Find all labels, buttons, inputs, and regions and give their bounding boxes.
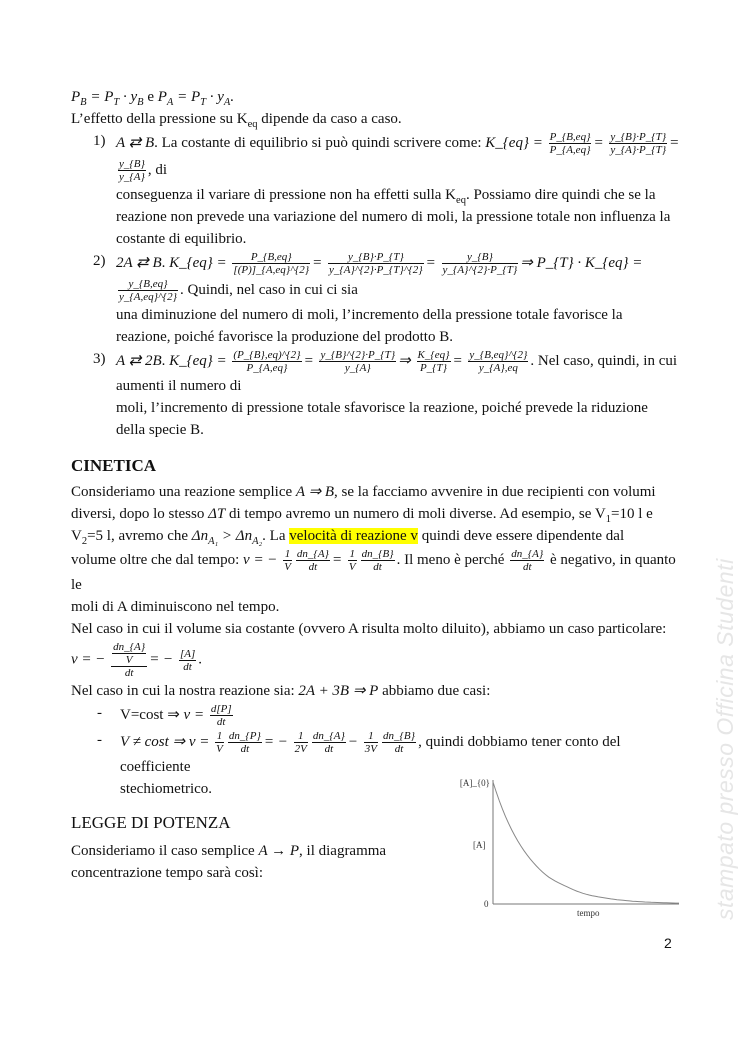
text: . La costante di equilibrio si può quindi scrivere come:	[154, 134, 486, 151]
numerator: [A]	[179, 647, 196, 660]
y-axis-label: [A]	[473, 840, 486, 850]
numerator: dn_{P}	[228, 730, 261, 742]
denominator: dt	[183, 660, 192, 673]
math: = −	[149, 651, 174, 668]
math: V ≠ cost ⇒ v =	[120, 733, 210, 750]
bullet-dash: -	[97, 705, 102, 721]
numerator: y_{B,eq}	[118, 278, 178, 291]
bullet-item	[71, 729, 683, 800]
numerator: y_{B,eq}^{2}	[469, 349, 528, 361]
paragraph-line: Nel caso in cui il volume sia costante (ovvero A risulta molto diluito), abbiamo un caso particolare:	[71, 621, 667, 637]
legge-text	[71, 800, 386, 884]
numerator: 1	[284, 548, 291, 560]
denominator: P_{T}	[419, 362, 448, 374]
list-item-2	[71, 250, 683, 348]
text: $V_2=5$ l, avremo che	[71, 528, 192, 547]
denominator: y_{A}·P_{T}	[610, 144, 667, 156]
section-heading-cinetica: CINETICA	[71, 456, 157, 475]
paragraph-line: conseguenza il variare di pressione non ha effetti sulla $K_{eq}$. Possiamo dire quindi che se la	[116, 187, 656, 206]
denominator: y_{A}^{2}·P_{T}	[442, 264, 518, 276]
numerator: dn_{A}	[296, 548, 329, 560]
series-line-A	[493, 782, 679, 903]
math: 2A ⇄ B	[116, 254, 162, 271]
list-item-first-line	[116, 130, 683, 184]
denominator: V	[125, 654, 133, 666]
list-number: 1)	[93, 133, 106, 149]
highlighted-text: velocità di reazione v	[289, 528, 418, 544]
text: Consideriamo una reazione semplice	[71, 484, 296, 500]
fraction	[364, 730, 378, 755]
bullet-dash: -	[97, 732, 102, 748]
paragraph-line: stechiometrico.	[120, 781, 213, 797]
math: v = −	[243, 551, 278, 568]
text: volume oltre che dal tempo:	[71, 551, 244, 568]
math: 2A + 3B ⇒ P	[298, 683, 379, 699]
numerator: dn_{A}	[312, 730, 345, 742]
numerator: dn_{B}	[383, 730, 416, 742]
paragraph-line	[71, 840, 386, 862]
text: .	[161, 254, 170, 271]
list-item-1	[71, 130, 683, 250]
paragraph-line: costante di equilibrio.	[116, 231, 247, 247]
numerator: y_{B}·P_{T}	[328, 251, 424, 264]
fraction	[549, 131, 592, 156]
math: ΔT	[208, 506, 226, 522]
text: quindi deve essere dipendente dal	[417, 528, 625, 544]
math: K_{eq} =	[169, 352, 227, 369]
denominator: 3V	[364, 743, 378, 755]
numerator: 1	[294, 730, 308, 743]
paragraph-line: concentrazione tempo sarà così:	[71, 865, 263, 881]
fraction	[215, 730, 224, 755]
math: =	[669, 134, 680, 151]
text: Nel caso in cui la nostra reazione sia:	[71, 683, 299, 699]
denominator: dt	[324, 743, 334, 755]
numerator: d[P]	[210, 703, 232, 715]
fraction	[361, 548, 395, 573]
fraction	[319, 349, 396, 374]
math: ⇒	[398, 352, 411, 369]
fraction	[442, 251, 519, 276]
numerator: P_{B,eq}	[232, 251, 310, 264]
numerator	[111, 641, 147, 667]
denominator: V	[216, 743, 223, 755]
fraction	[328, 251, 424, 276]
text: , se la facciamo avvenire in due recipienti con volumi	[334, 484, 656, 500]
numerator: y_{B}	[442, 251, 519, 264]
denominator: dt	[522, 561, 532, 573]
denominator: y_{A}	[119, 171, 145, 183]
denominator: y_{A,eq}^{2}	[119, 291, 177, 303]
equation-line	[71, 86, 683, 108]
math: =	[331, 551, 343, 568]
math: $P_B = P_T \cdot y_B$	[71, 89, 144, 108]
list-item-first-line	[116, 250, 683, 304]
paragraph-line: reazione non prevede una variazione del numero di moli, la pressione totale non influenza la	[116, 209, 671, 225]
fraction	[609, 131, 667, 156]
fraction	[348, 548, 357, 573]
numerator: y_{B}	[119, 158, 145, 170]
fraction	[294, 730, 308, 755]
numerator: 1	[364, 730, 378, 743]
denominator: P_{A,eq}	[246, 362, 288, 374]
text: , di	[147, 161, 168, 178]
denominator: V	[284, 561, 291, 573]
list-number: 3)	[93, 351, 106, 367]
fraction	[232, 251, 310, 276]
paragraph-line: della specie B.	[116, 422, 204, 438]
text: V=cost ⇒	[120, 706, 184, 723]
section-heading-legge-di-potenza: LEGGE DI POTENZA	[71, 813, 231, 832]
denominator: dt	[124, 667, 134, 679]
numerator: y_{B}^{2}·P_{T}	[320, 349, 396, 361]
paragraph-line: moli, l’incremento di pressione totale sfavorisce la reazione, poiché prevede la riduzione	[116, 400, 648, 416]
x-axis-label: tempo	[577, 908, 600, 918]
numerator: y_{B}·P_{T}	[610, 131, 667, 143]
fraction	[417, 349, 451, 374]
math: K_{eq} =	[169, 254, 227, 271]
paragraph-line	[71, 481, 683, 503]
math: v = −	[71, 651, 106, 668]
math: =	[303, 352, 314, 369]
fraction	[232, 349, 301, 374]
denominator: dt	[308, 561, 318, 573]
text: .	[161, 352, 170, 369]
page-content	[71, 86, 683, 920]
fraction	[210, 703, 233, 728]
fraction	[510, 548, 544, 573]
list-number: 2)	[93, 253, 106, 269]
text: . La	[262, 528, 290, 544]
text: diversi, dopo lo stesso	[71, 506, 209, 522]
math: = −	[263, 733, 288, 750]
text: . Nel caso, quindi, in cui aumenti il numero di	[116, 352, 678, 394]
math: =	[593, 134, 604, 151]
math: A ⇒ B	[295, 484, 335, 500]
y-tick-label-0: 0	[484, 899, 489, 909]
paragraph-line	[71, 525, 683, 547]
text: . Quindi, nel caso in cui ci sia	[179, 281, 358, 298]
denominator: 2V	[294, 743, 307, 755]
numerator: K_{eq}	[417, 349, 450, 361]
text: di tempo avremo un numero di moli diverse. Ad esempio, se $V_1=10$ l e	[225, 506, 653, 525]
math: A ⇄ 2B	[116, 352, 162, 369]
text: . Il meno è perché	[396, 551, 509, 568]
math: ⇒ P_{T} · K_{eq} =	[520, 254, 643, 271]
numerator: dn_{A}	[511, 548, 544, 560]
page-number: 2	[664, 935, 672, 951]
denominator: dt	[373, 561, 382, 573]
text: , quindi dobbiamo tener conto del coefficiente	[120, 733, 621, 775]
math: −	[347, 733, 359, 750]
denominator: P_{A,eq}	[549, 144, 591, 156]
text: è negativo, in quanto le	[71, 551, 676, 593]
denominator: y_{A},eq	[478, 362, 518, 374]
denominator: y_{A}^{2}·P_{T}^{2}	[329, 264, 423, 276]
paragraph-line: moli di A diminuiscono nel tempo.	[71, 599, 280, 615]
text: .	[198, 651, 202, 668]
fraction	[283, 548, 292, 573]
numerator: (P_{B},eq)^{2}	[233, 349, 301, 361]
list-item-3	[71, 348, 683, 441]
fraction	[296, 548, 330, 573]
bullet-item	[71, 702, 683, 729]
paragraph-line	[71, 547, 683, 596]
text: , il diagramma	[299, 843, 387, 859]
numerator: 1	[216, 730, 223, 742]
math: v =	[183, 706, 205, 723]
paragraph-line	[71, 680, 683, 702]
numerator: P_{B,eq}	[549, 131, 591, 143]
math: =	[452, 352, 463, 369]
paragraph-line	[71, 503, 683, 525]
fraction	[118, 158, 146, 183]
denominator: dt	[394, 743, 404, 755]
fraction	[179, 648, 196, 673]
math: K_{eq} =	[485, 134, 543, 151]
math: $\Delta n_{A_1} > \Delta n_{A_2}$	[191, 528, 263, 547]
denominator: dt	[216, 716, 226, 728]
watermark: stampato presso Officina Studenti	[712, 558, 738, 920]
list-item-first-line	[116, 348, 683, 397]
paragraph-line: reazione, poiché favorisce la produzione del prodotto B.	[116, 329, 453, 345]
fraction	[312, 730, 346, 755]
math: =	[312, 254, 323, 271]
fraction	[112, 641, 146, 666]
paragraph-line: L’effetto della pressione su $K_{eq}$ dipende da caso a caso.	[71, 111, 402, 130]
text: Consideriamo il caso semplice	[71, 843, 259, 859]
fraction	[118, 278, 178, 303]
numerator: dn_{B}	[361, 548, 394, 560]
math: $P_A = P_T \cdot y_A$.	[157, 89, 235, 108]
text: e	[143, 89, 158, 105]
math: A → P	[258, 843, 300, 859]
denominator: y_{A}	[344, 362, 371, 374]
numerator: dn_{A}	[113, 641, 146, 653]
fraction	[111, 641, 147, 679]
math: =	[425, 254, 436, 271]
fraction	[228, 730, 262, 755]
equation-line	[71, 640, 683, 680]
denominator: [(P)]_{A,eq}^{2}	[233, 264, 310, 276]
y-tick-label-a0: [A]_{0}	[459, 778, 490, 788]
denominator: V	[348, 561, 356, 573]
denominator: dt	[240, 743, 250, 755]
numerator: 1	[349, 548, 355, 560]
fraction	[468, 349, 528, 374]
fraction	[382, 730, 416, 755]
paragraph-line: una diminuzione del numero di moli, l’incremento della pressione totale favorisce la	[116, 307, 623, 323]
math: A ⇄ B	[116, 134, 155, 151]
text: abbiamo due casi:	[378, 683, 491, 699]
